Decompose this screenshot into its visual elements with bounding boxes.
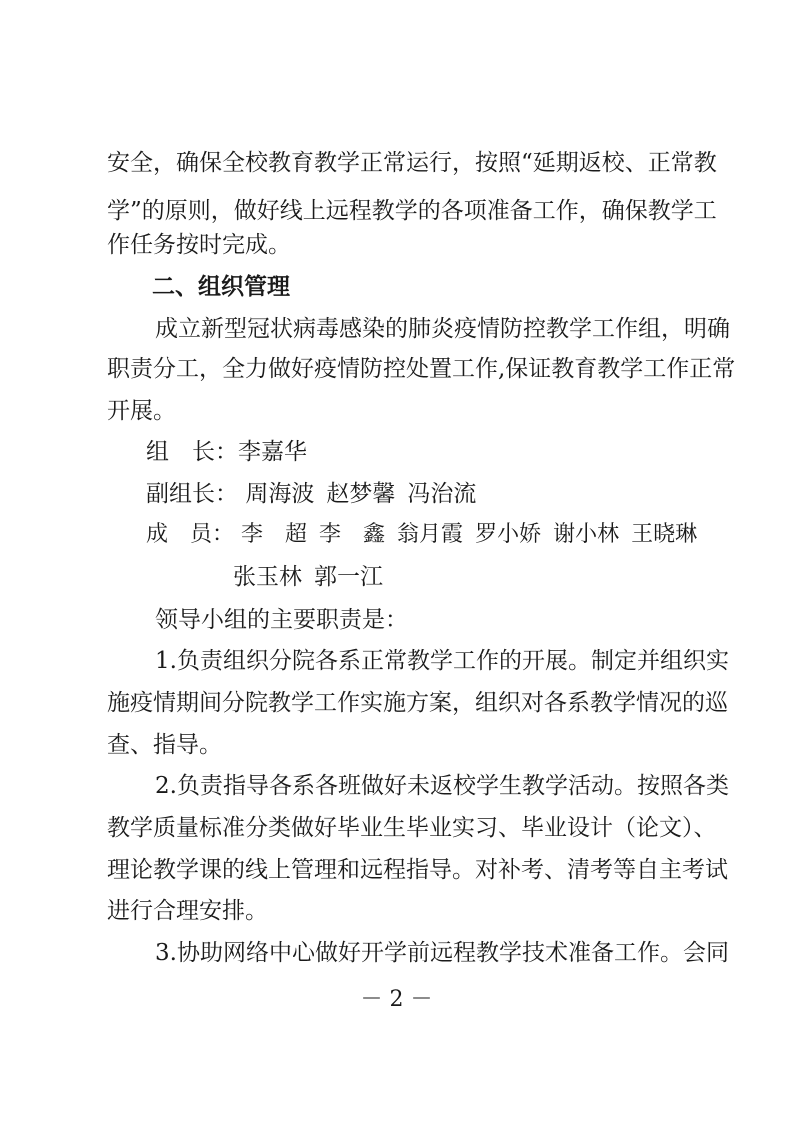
member-name: 李 超	[241, 522, 308, 547]
member-name: 郭一江	[314, 564, 383, 590]
text-line: 职责分工，全力做好疫情防控处置工作,保证教育教学工作正常	[107, 356, 736, 382]
text-line: 开展。	[107, 398, 176, 424]
member-name: 张玉林	[233, 564, 302, 590]
member-name: 翁月霞	[397, 522, 464, 547]
member-name: 谢小林	[553, 522, 620, 547]
deputy-label: 副组长：	[146, 481, 238, 507]
leader-row	[146, 437, 307, 467]
leader-label: 组 长：	[146, 439, 238, 465]
member-name: 罗小娇	[475, 522, 542, 547]
text-line: 施疫情期间分院教学工作实施方案，组织对各系教学情况的巡	[107, 690, 728, 716]
page-number: － 2 －	[360, 987, 433, 1012]
members-row	[146, 520, 709, 550]
text-line: 安全，确保全校教育教学正常运行，按照“延期返校、正常教	[107, 150, 717, 176]
text-line: 教学质量标准分类做好毕业生毕业实习、毕业设计（论文）、	[107, 815, 717, 841]
leader-name: 李嘉华	[238, 439, 307, 465]
member-name: 李 鑫	[319, 522, 386, 547]
text-line: 进行合理安排。	[107, 898, 268, 924]
members-label: 成 员：	[146, 522, 235, 547]
members-row-continued	[233, 562, 395, 592]
member-name: 王晓琳	[631, 522, 698, 547]
text-line: 查、指导。	[107, 732, 222, 758]
deputy-name: 冯治流	[407, 481, 477, 507]
deputy-name: 周海波	[245, 481, 315, 507]
section-heading: 二、组织管理	[152, 274, 290, 300]
text-line: 理论教学课的线上管理和远程指导。对补考、清考等自主考试	[107, 857, 728, 883]
duties-intro: 领导小组的主要职责是：	[155, 607, 408, 633]
text-line: 2.负责指导各系各班做好未返校学生教学活动。按照各类	[155, 773, 729, 799]
text-line: 成立新型冠状病毒感染的肺炎疫情防控教学工作组，明确	[155, 316, 730, 342]
text-line: 1.负责组织分院各系正常教学工作的开展。制定并组织实	[155, 648, 729, 674]
deputy-name: 赵梦馨	[326, 481, 396, 507]
deputy-row	[146, 479, 488, 509]
text-line: 3.协助网络中心做好开学前远程教学技术准备工作。会同	[155, 940, 729, 966]
text-line: 学”的原则，做好线上远程教学的各项准备工作，确保教学工	[107, 198, 717, 224]
text-line: 作任务按时完成。	[107, 232, 291, 258]
